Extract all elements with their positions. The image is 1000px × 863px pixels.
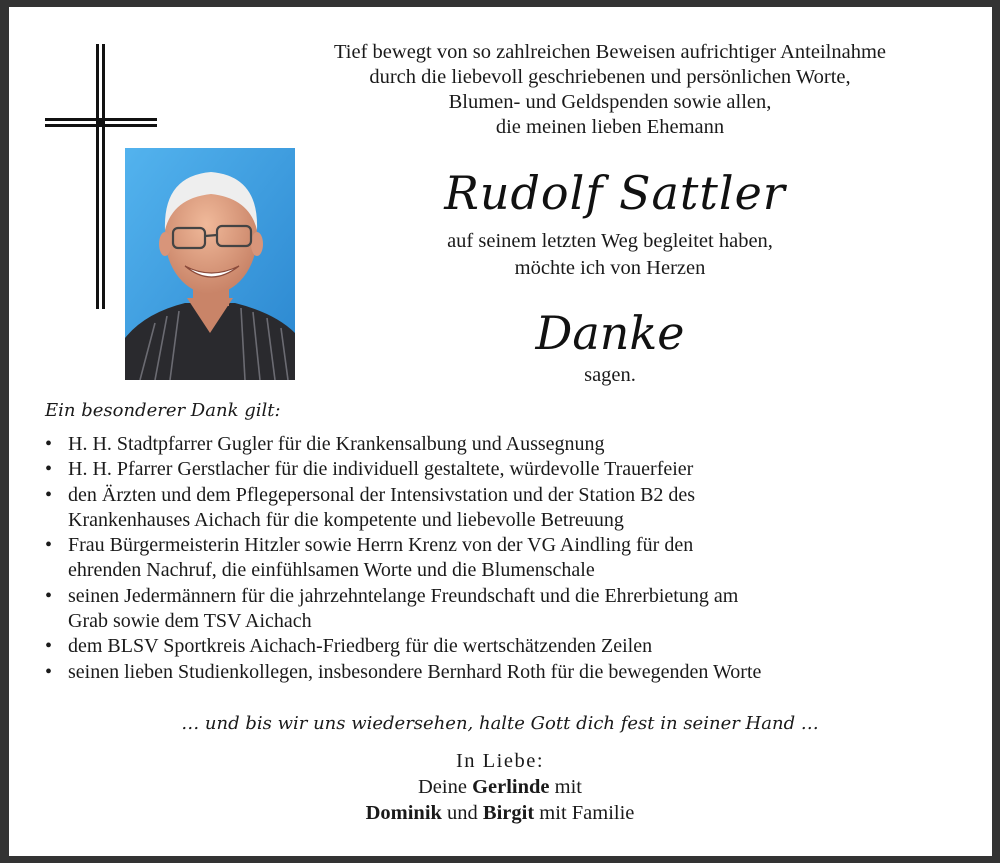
list-item (45, 660, 965, 685)
intro-line: Blumen- und Geldspenden sowie allen, (448, 91, 772, 113)
intro-line: die meinen lieben Ehemann (495, 116, 725, 138)
list-item-text: Grab sowie dem TSV Aichach (68, 610, 312, 633)
in-liebe-label: In Liebe: (455, 750, 545, 772)
signature-name: Dominik (365, 802, 442, 824)
list-item (45, 483, 965, 534)
list-item (45, 432, 965, 457)
thanks-list (45, 432, 965, 685)
list-item-text: ehrenden Nachruf, die einfühlsamen Worte und die Blumenschale (68, 559, 595, 582)
list-item-text: • seinen Jedermännern für die jahrzehntelange Freundschaft und die Ehrerbietung am (68, 584, 739, 607)
intro-text (250, 40, 970, 140)
sagen-text: sagen. (584, 364, 636, 386)
list-item-text: Krankenhauses Aichach für die kompetente und liebevolle Betreuung (68, 508, 624, 531)
portrait-photo (125, 148, 295, 380)
deceased-name: Rudolf Sattler (444, 166, 786, 220)
closing-verse: … und bis wir uns wiedersehen, halte Gott dich fest in seiner Hand … (181, 713, 819, 734)
mid-line: möchte ich von Herzen (514, 257, 706, 279)
intro-line: durch die liebevoll geschriebenen und persönlichen Worte, (369, 66, 851, 88)
signature-text: Deine (418, 776, 473, 798)
list-item (45, 457, 965, 482)
signature-text: mit (549, 776, 582, 798)
signature-name: Birgit (482, 802, 535, 824)
list-item-text: • Frau Bürgermeisterin Hitzler sowie Herrn Krenz von der VG Aindling für den (68, 534, 694, 557)
list-item-text: • den Ärzten und dem Pflegepersonal der Intensivstation und der Station B2 des (68, 483, 696, 506)
list-item-text: • dem BLSV Sportkreis Aichach-Friedberg für die wertschätzenden Zeilen (68, 635, 653, 658)
list-item-text: • H. H. Pfarrer Gerstlacher für die individuell gestaltete, würdevolle Trauerfeier (68, 458, 694, 481)
mid-line: auf seinem letzten Weg begleitet haben, (447, 230, 773, 252)
mid-text (400, 228, 820, 282)
signature-line (300, 800, 700, 826)
list-item-text: • seinen lieben Studienkollegen, insbesondere Bernhard Roth für die bewegenden Worte (68, 660, 762, 683)
signature-line (300, 774, 700, 800)
signature-text: mit Familie (534, 802, 635, 824)
signature-text: und (441, 802, 483, 824)
danke-heading: Danke (535, 306, 685, 360)
intro-line: Tief bewegt von so zahlreichen Beweisen aufrichtiger Anteilnahme (334, 41, 886, 63)
list-item (45, 533, 965, 584)
list-item (45, 584, 965, 635)
list-item (45, 634, 965, 659)
signature-block (300, 748, 700, 826)
signature-name: Gerlinde (472, 776, 550, 798)
thanks-heading: Ein besonderer Dank gilt: (45, 400, 281, 421)
list-item-text: • H. H. Stadtpfarrer Gugler für die Krankensalbung und Aussegnung (68, 433, 605, 455)
